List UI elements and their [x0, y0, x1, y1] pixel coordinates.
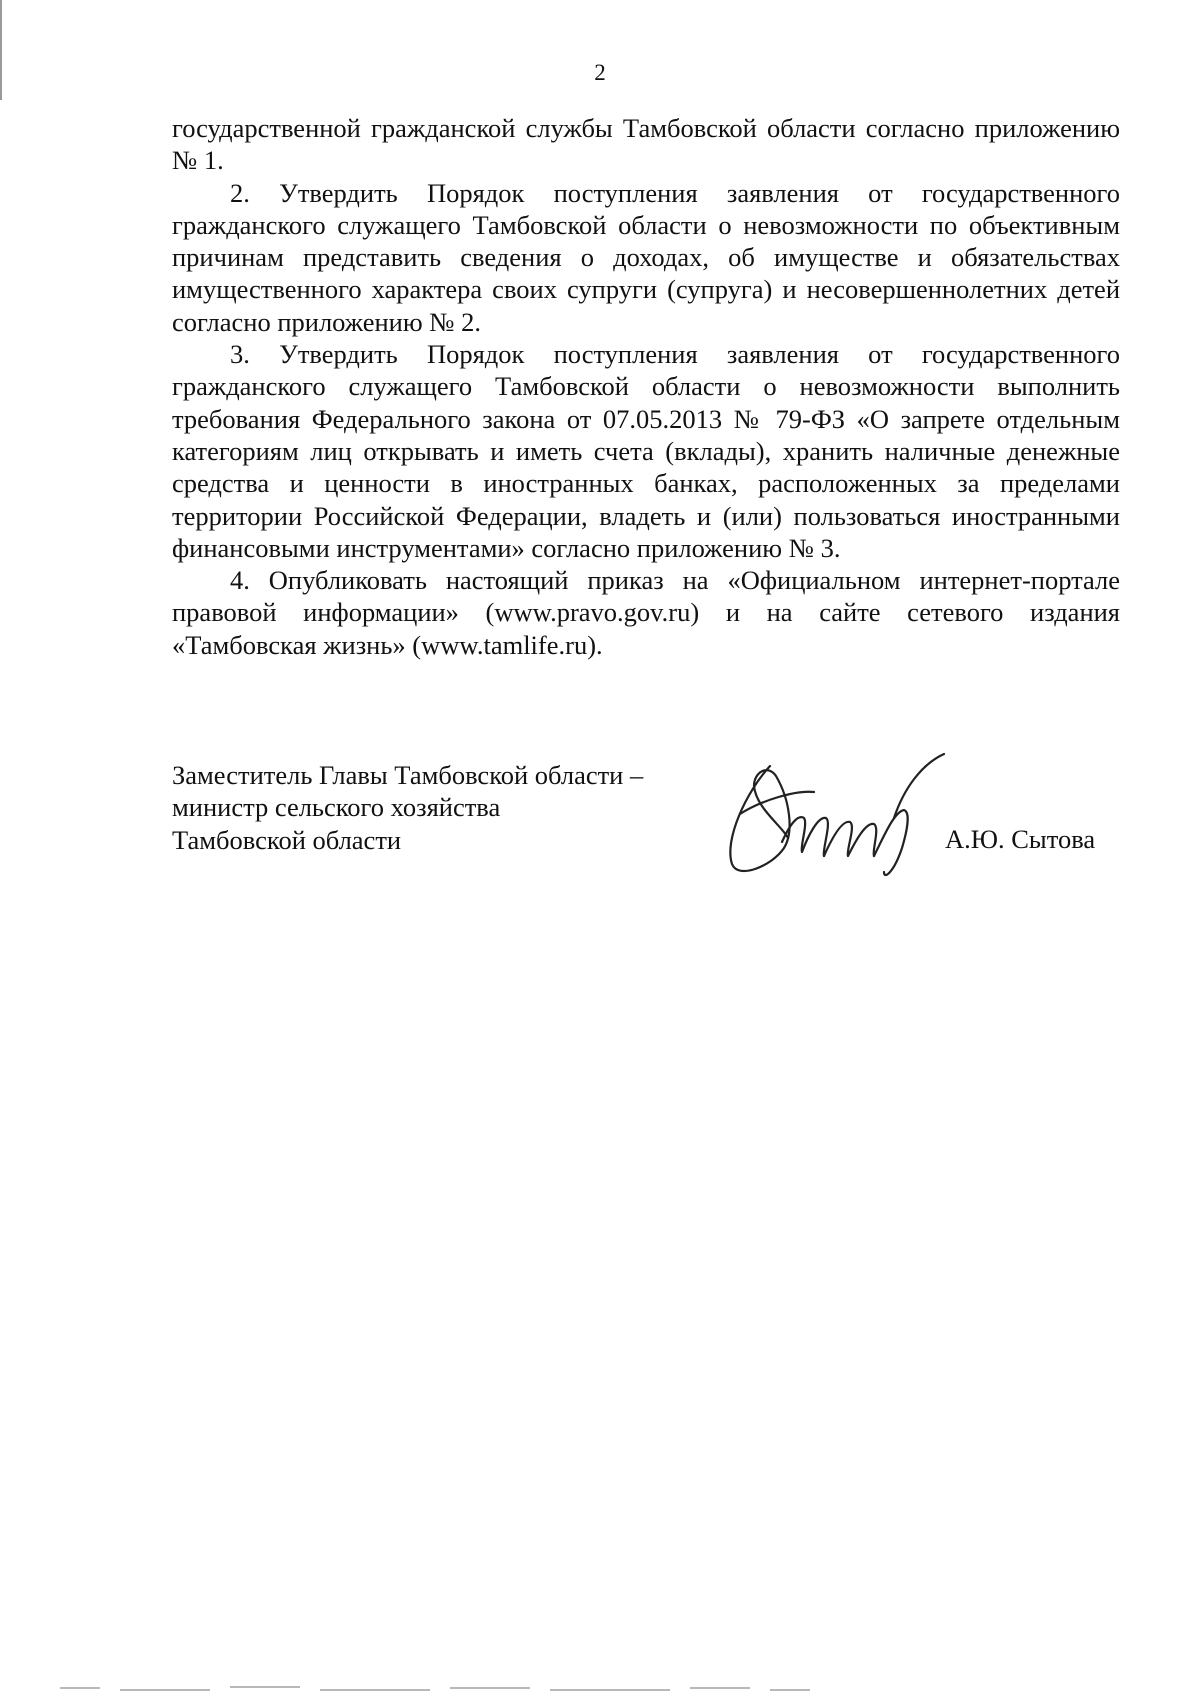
paragraph-item-3: 3. Утвердить Порядок поступления заявления от государственного гражданского служащего Тамбовской области о невозможности выполнить требования Федерального закона от 07.05.2013 № 79-ФЗ «О запрете отдельным категориям лиц открывать и иметь счета (вклады), хранить наличные денежные средства и ценности в иностранных банках, расположенных за пределами территории Российской Федерации, владеть и (или) пользоваться иностранными финансовыми инструментами» согласно приложению № 3.	[172, 339, 1120, 563]
signatory-name: А.Ю. Сытова	[945, 824, 1096, 854]
page-number: 2	[594, 60, 606, 85]
document-body	[172, 112, 1120, 661]
scan-noise-strip	[0, 1677, 1200, 1697]
paragraph-continuation: государственной гражданской службы Тамбовской области согласно приложению № 1.	[172, 113, 1120, 176]
signatory-position-line: министр сельского хозяйства	[172, 792, 501, 823]
signatory-position	[172, 759, 643, 856]
paragraph-item-4: 4. Опубликовать настоящий приказ на «Официальном интернет-портале правовой информации» (www.pravo.gov.ru) и на сайте сетевого издания «Тамбовская жизнь» (www.tamlife.ru).	[172, 565, 1120, 660]
signatory-position-line: Заместитель Главы Тамбовской области –	[172, 760, 644, 790]
paragraph-item-2: 2. Утвердить Порядок поступления заявления от государственного гражданского служащего Тамбовской области о невозможности по объективным причинам представить сведения о доходах, об имуществе и обязательствах имущественного характера своих супруги (супруга) и несовершеннолетних детей согласно приложению № 2.	[172, 177, 1120, 337]
signatory-position-line: Тамбовской области	[172, 824, 402, 855]
handwritten-signature	[718, 752, 948, 880]
